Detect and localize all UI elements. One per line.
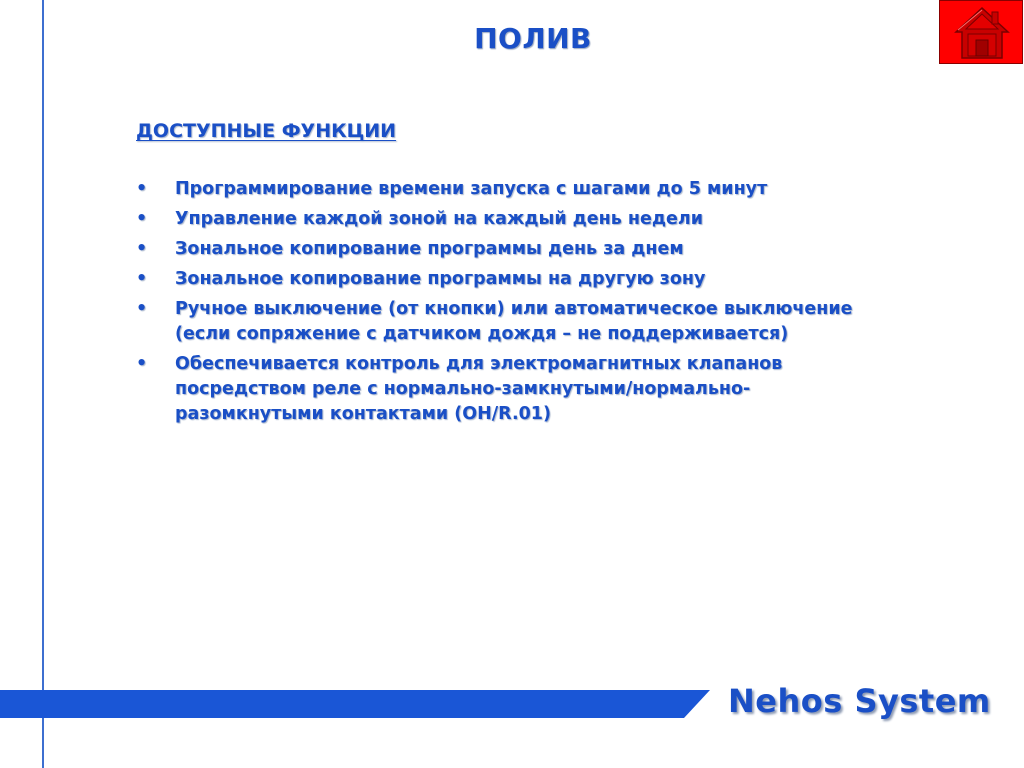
list-item — [136, 352, 896, 427]
bullet-marker: • — [136, 354, 148, 374]
list-item-text: Ручное выключение (от кнопки) или автоматическое выключение (если сопряжение с датчиком дождя – не поддерживается) — [175, 299, 853, 344]
home-icon — [954, 6, 1010, 60]
page-title: ПОЛИВ — [474, 22, 592, 55]
footer-brand: Nehos System — [728, 682, 991, 720]
bullet-marker: • — [136, 269, 148, 289]
bullet-marker: • — [136, 209, 148, 229]
bullet-marker: • — [136, 239, 148, 259]
bullet-marker: • — [136, 179, 148, 199]
section-heading: ДОСТУПНЫЕ ФУНКЦИИ — [136, 120, 397, 142]
list-item-text: Обеспечивается контроль для электромагнитных клапанов посредством реле с нормально-замкнутыми/нормально-разомкнутыми контактами (OH/R.01) — [175, 354, 783, 424]
list-item-text: Зональное копирование программы день за днем — [175, 239, 684, 259]
left-vertical-line — [42, 0, 44, 768]
list-item — [136, 297, 896, 347]
home-button[interactable] — [939, 0, 1023, 64]
list-item — [136, 207, 896, 232]
list-item — [136, 237, 896, 262]
list-item-text: Управление каждой зоной на каждый день недели — [175, 209, 703, 229]
feature-list — [136, 177, 896, 432]
list-item — [136, 177, 896, 202]
footer-bar — [0, 690, 710, 718]
list-item — [136, 267, 896, 292]
list-item-text: Программирование времени запуска с шагами до 5 минут — [175, 179, 768, 199]
bullet-marker: • — [136, 299, 148, 319]
list-item-text: Зональное копирование программы на другую зону — [175, 269, 706, 289]
